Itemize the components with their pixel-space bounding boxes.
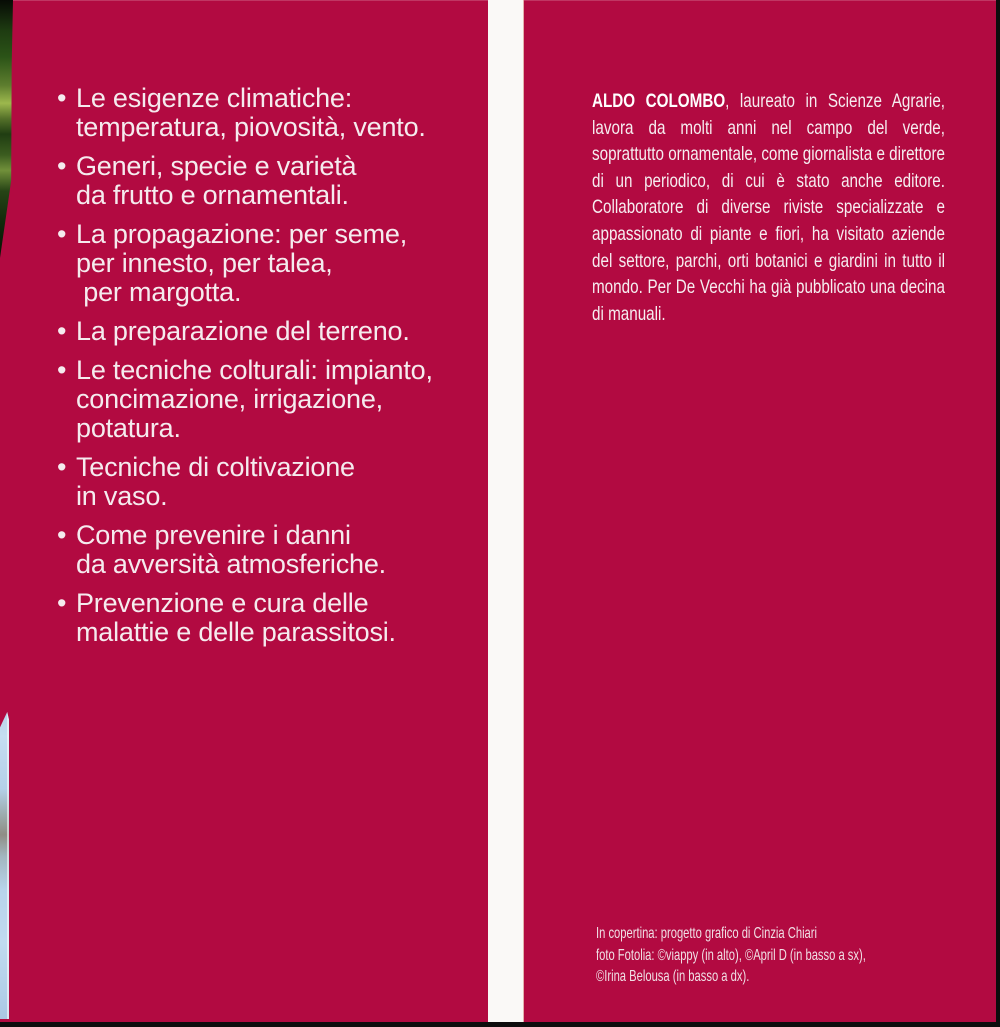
- bio-text: , laureato in Scienze Agrarie, lavora da molti anni nel campo del verde, soprattutto ornamentale, come giornalista e direttore di un periodico, di cui è stato anche editore. Collaboratore di diverse riviste specializzate e appassionato di piante e fiori, ha visitato aziende del settore, parchi, orti botanici e giardini in tutto il mondo. Per De Vecchi ha già pubblicato una decina di manuali.: [592, 90, 946, 325]
- credit-line: foto Fotolia: ©viappy (in alto), ©April D (in basso a sx),: [596, 946, 866, 964]
- bullet-icon: •: [57, 151, 67, 181]
- topic-line: Generi, specie e varietà: [76, 151, 357, 181]
- bullet-icon: •: [57, 316, 67, 346]
- bottom-edge-border: [0, 1022, 1000, 1027]
- bullet-icon: •: [57, 520, 67, 550]
- topic-item: [57, 521, 471, 579]
- topic-line: malattie e delle parassitosi.: [76, 617, 396, 647]
- topic-item: [57, 356, 471, 443]
- author-bio: [592, 88, 945, 327]
- topic-line: potatura.: [76, 413, 181, 443]
- topic-text: [76, 317, 410, 346]
- credit-line: ©Irina Belousa (in basso a dx).: [596, 968, 750, 985]
- topic-line: Tecniche di coltivazione: [76, 452, 355, 482]
- topic-line: per innesto, per talea,: [76, 248, 333, 278]
- topic-line: Le tecniche colturali: impianto,: [76, 355, 433, 385]
- topic-line: da avversità atmosferiche.: [76, 549, 386, 579]
- topic-item: [57, 453, 471, 511]
- cover-credits: [596, 923, 918, 988]
- bullet-icon: •: [57, 588, 67, 618]
- topic-text: [76, 84, 426, 142]
- bullet-icon: •: [57, 355, 67, 385]
- center-gutter: [488, 0, 523, 1027]
- topic-line: concimazione, irrigazione,: [76, 384, 383, 414]
- topic-item: [57, 220, 471, 307]
- credit-line: In copertina: progetto grafico di Cinzia Chiari: [596, 925, 818, 942]
- topic-text: [76, 152, 356, 210]
- bullet-icon: •: [57, 452, 67, 482]
- author-name: ALDO COLOMBO: [592, 90, 726, 112]
- bullet-icon: •: [57, 219, 67, 249]
- topic-text: [76, 521, 386, 579]
- right-edge-border: [996, 0, 1000, 1027]
- topic-text: [76, 453, 355, 511]
- topic-line: La preparazione del terreno.: [76, 316, 410, 346]
- topic-item: [57, 84, 471, 142]
- topic-line: da frutto e ornamentali.: [76, 180, 349, 210]
- topic-item: [57, 317, 471, 346]
- topic-text: [76, 356, 433, 443]
- topic-line: Le esigenze climatiche:: [76, 83, 353, 113]
- topic-line: per margotta.: [76, 277, 242, 307]
- bullet-icon: •: [57, 83, 67, 113]
- topic-text: [76, 589, 396, 647]
- topic-line: temperatura, piovosità, vento.: [76, 112, 426, 142]
- topic-item: [57, 589, 471, 647]
- topic-line: Prevenzione e cura delle: [76, 588, 369, 618]
- topic-item: [57, 152, 471, 210]
- topic-line: in vaso.: [76, 481, 168, 511]
- sky-photo-sliver: [0, 712, 9, 1019]
- topics-list: [57, 84, 471, 657]
- topic-line: Come prevenire i danni: [76, 520, 351, 550]
- topic-text: [76, 220, 407, 307]
- topic-line: La propagazione: per seme,: [76, 219, 408, 249]
